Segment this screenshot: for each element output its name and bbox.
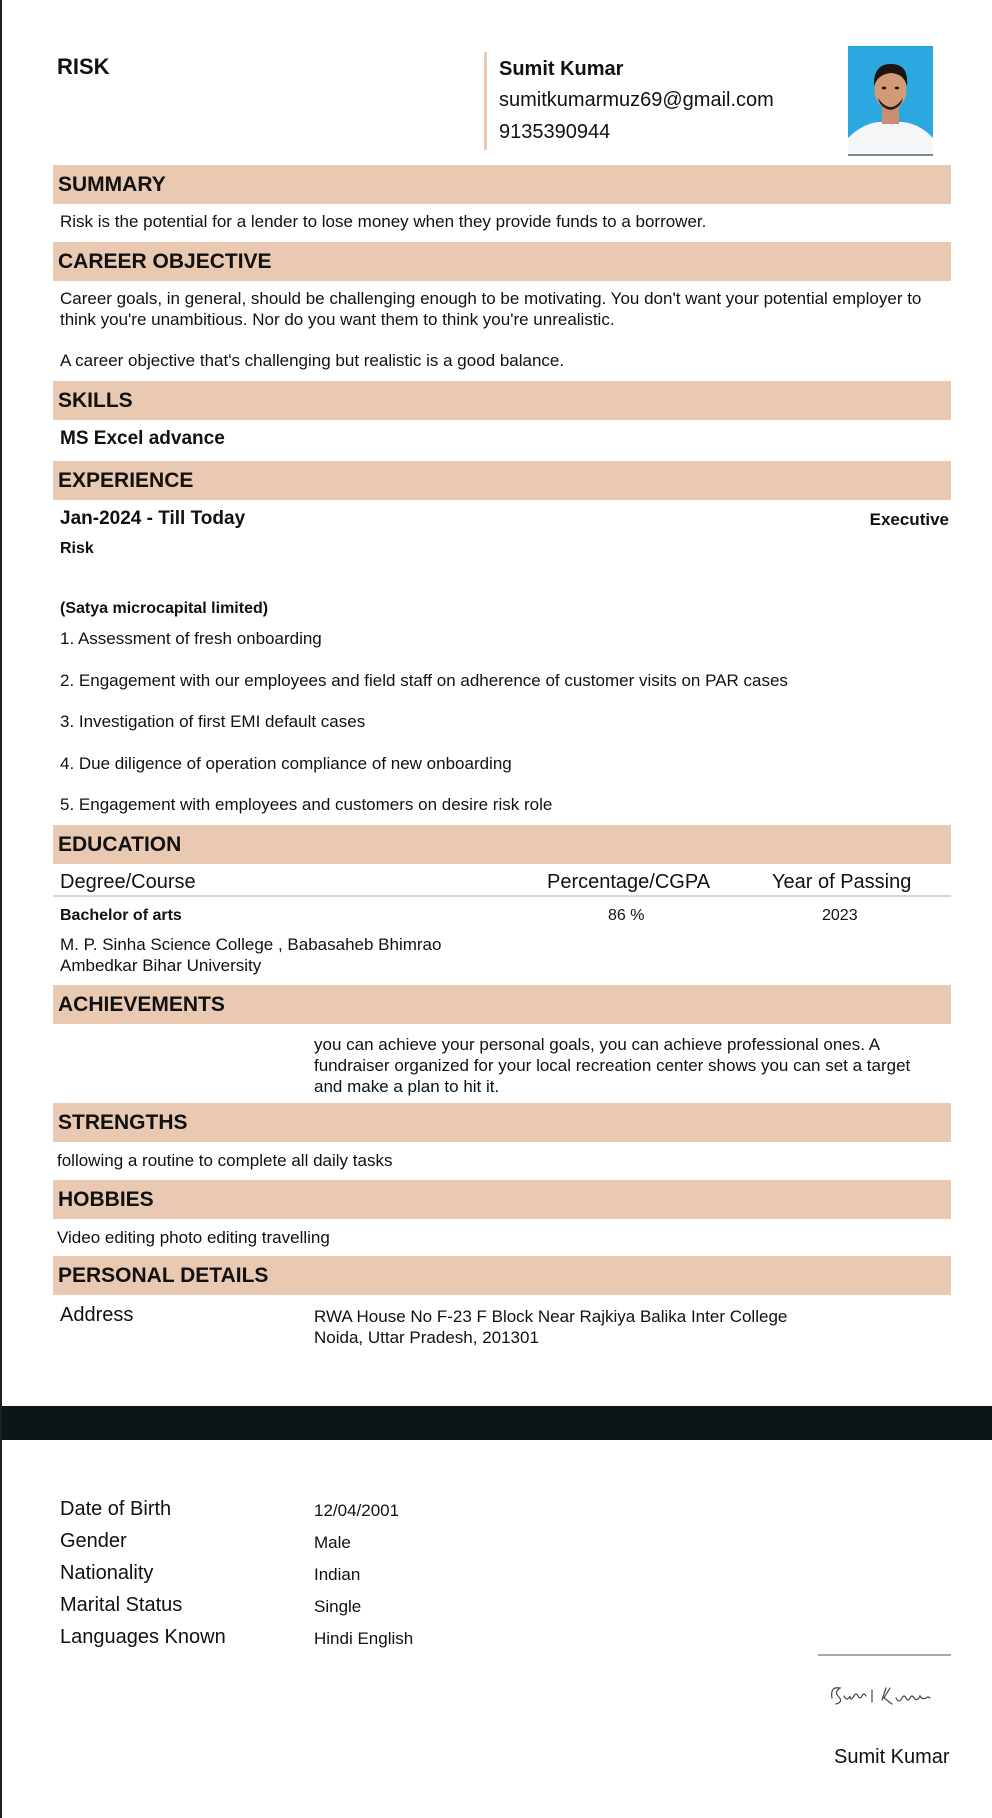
section-header-summary	[53, 165, 951, 204]
education-percentage: 86 %	[608, 907, 645, 924]
education-column-header: Degree/Course	[60, 871, 196, 893]
header-divider	[484, 52, 487, 150]
duty-item: 4. Due diligence of operation compliance of new onboarding	[60, 754, 512, 773]
section-title: PERSONAL DETAILS	[58, 1264, 269, 1287]
section-header-hobbies	[53, 1180, 951, 1219]
duty-item: 2. Engagement with our employees and field staff on adherence of customer visits on PAR cases	[60, 671, 788, 690]
address-line: Noida, Uttar Pradesh, 201301	[314, 1328, 539, 1347]
duty-item: 1. Assessment of fresh onboarding	[60, 629, 322, 648]
address-line: RWA House No F-23 F Block Near Rajkiya Balika Inter College	[314, 1307, 788, 1326]
detail-label: Nationality	[60, 1562, 154, 1584]
candidate-phone: 9135390944	[499, 121, 611, 143]
education-header-divider	[53, 895, 951, 897]
experience-position: Executive	[869, 510, 949, 529]
detail-label: Languages Known	[60, 1626, 226, 1648]
duty-item: 5. Engagement with employees and customers on desire risk role	[60, 795, 553, 814]
candidate-email: sumitkumarmuz69@gmail.com	[499, 89, 774, 111]
education-year: 2023	[822, 907, 858, 924]
address-label: Address	[60, 1304, 134, 1326]
resume-title: RISK	[57, 54, 110, 79]
section-title: CAREER OBJECTIVE	[58, 250, 272, 273]
detail-value: Hindi English	[314, 1629, 414, 1648]
education-column-header: Percentage/CGPA	[547, 871, 711, 893]
education-degree: Bachelor of arts	[60, 907, 182, 924]
section-title: SKILLS	[58, 389, 133, 412]
section-header-experience	[53, 461, 951, 500]
page-break-band	[2, 1406, 992, 1440]
objective-line: Career goals, in general, should be challenging enough to be motivating. You don't want your potential employer to	[60, 289, 922, 308]
skill-item: MS Excel advance	[60, 428, 225, 449]
experience-period: Jan-2024 - Till Today	[60, 508, 246, 529]
detail-label: Gender	[60, 1530, 127, 1552]
section-header-achievements	[53, 985, 951, 1024]
education-college: Ambedkar Bihar University	[60, 956, 262, 975]
section-header-personal-details	[53, 1256, 951, 1295]
candidate-name: Sumit Kumar	[499, 58, 624, 80]
section-title: EDUCATION	[58, 833, 182, 856]
detail-value: Single	[314, 1597, 362, 1616]
detail-value: Indian	[314, 1565, 361, 1584]
summary-text: Risk is the potential for a lender to lose money when they provide funds to a borrower.	[60, 212, 707, 231]
detail-label: Marital Status	[60, 1594, 183, 1616]
detail-value: Male	[314, 1533, 351, 1552]
detail-value: 12/04/2001	[314, 1501, 400, 1520]
achievements-line: fundraiser organized for your local recreation center shows you can set a target	[314, 1056, 911, 1075]
section-title: HOBBIES	[58, 1188, 154, 1211]
detail-label: Date of Birth	[60, 1498, 172, 1520]
signature-image	[828, 1672, 948, 1717]
section-header-career-objective	[53, 242, 951, 281]
experience-department: Risk	[60, 540, 94, 557]
section-header-strengths	[53, 1103, 951, 1142]
section-title: STRENGTHS	[58, 1111, 188, 1134]
experience-company: (Satya microcapital limited)	[60, 600, 269, 617]
section-title: ACHIEVEMENTS	[58, 993, 225, 1016]
section-header-education	[53, 825, 951, 864]
achievements-line: you can achieve your personal goals, you can achieve professional ones. A	[314, 1035, 881, 1054]
education-college: M. P. Sinha Science College , Babasaheb Bhimrao	[60, 935, 442, 954]
section-header-skills	[53, 381, 951, 420]
duty-item: 3. Investigation of first EMI default cases	[60, 712, 366, 731]
education-column-header: Year of Passing	[772, 871, 912, 893]
objective-line: think you're unambitious. Nor do you want them to think you're unrealistic.	[60, 310, 615, 329]
objective-line: A career objective that's challenging but realistic is a good balance.	[60, 351, 565, 370]
achievements-line: and make a plan to hit it.	[314, 1077, 500, 1096]
signature-line	[818, 1654, 951, 1656]
section-title: EXPERIENCE	[58, 469, 194, 492]
hobbies-text: Video editing photo editing travelling	[57, 1228, 330, 1247]
profile-photo	[848, 46, 933, 156]
strengths-text: following a routine to complete all daily tasks	[57, 1151, 393, 1170]
signature-name: Sumit Kumar	[834, 1746, 950, 1768]
section-title: SUMMARY	[58, 173, 166, 196]
